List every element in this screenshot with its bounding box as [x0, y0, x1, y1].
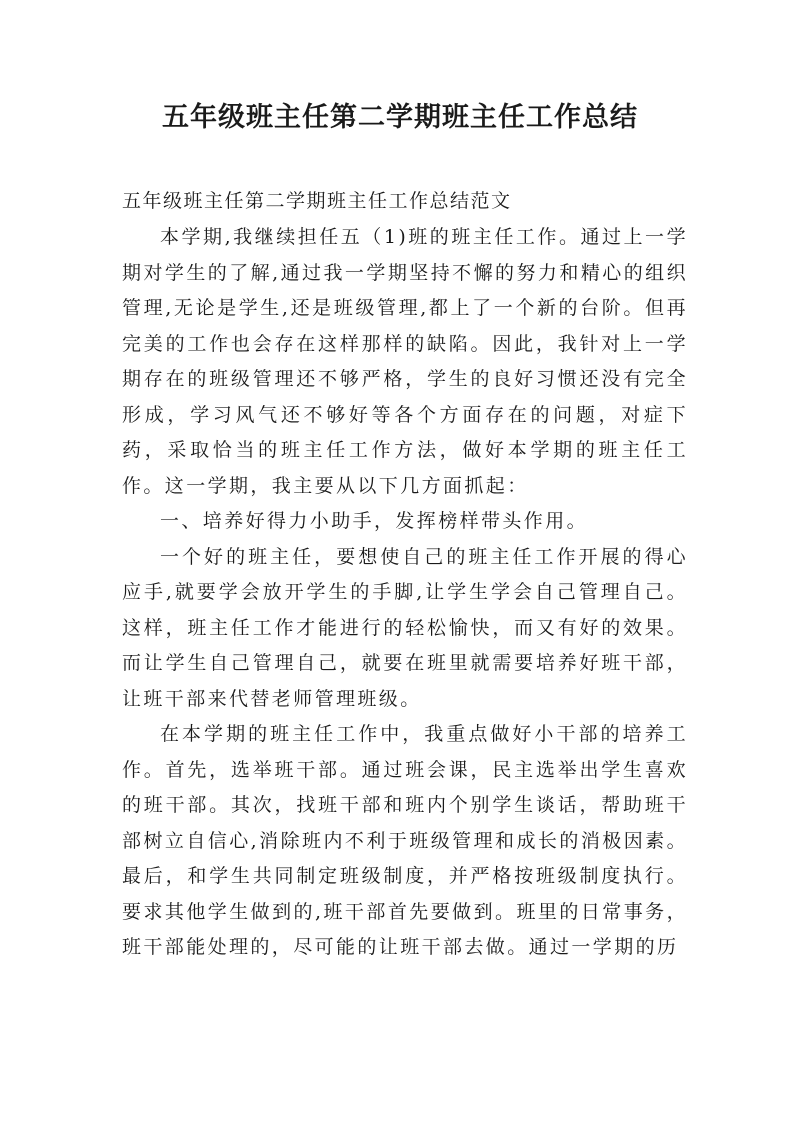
- document-title: 五年级班主任第二学期班主任工作总结: [162, 102, 638, 133]
- section-heading-1: 一、培养好得力小助手，发挥榜样带头作用。: [160, 510, 589, 532]
- paragraph-intro: 本学期,我继续担任五（1)班的班主任工作。通过上一学期对学生的了解,通过我一学期坚持不懈的努力和精心的组织管理,无论是学生,还是班级管理,都上了一个新的台阶。但再完美的工作也会存在这样那样的缺陷。因此，我针对上一学期存在的班级管理还不够严格，学生的良好习惯还没有完全形成，学习风气还不够好等各个方面存在的问题，对症下药，采取恰当的班主任工作方法，做好本学期的班主任工作。这一学期，我主要从以下几方面抓起：: [122, 226, 688, 497]
- paragraph-cadre-training: 在本学期的班主任工作中，我重点做好小干部的培养工作。首先，选举班干部。通过班会课，民主选举出学生喜欢的班干部。其次，找班干部和班内个别学生谈话，帮助班干部树立自信心,消除班内不利于班级管理和成长的消极因素。最后，和学生共同制定班级制度，并严格按班级制度执行。要求其他学生做到的,班干部首先要做到。班里的日常事务，班干部能处理的，尽可能的让班干部去做。通过一学期的历: [122, 723, 688, 958]
- document-body: [122, 186, 688, 966]
- paragraph-class-leader: 一个好的班主任，要想使自己的班主任工作开展的得心应手,就要学会放开学生的手脚,让学生学会自己管理自己。这样，班主任工作才能进行的轻松愉快，而又有好的效果。而让学生自己管理自己，就要在班里就需要培养好班干部，让班干部来代替老师管理班级。: [122, 545, 688, 710]
- document-subtitle: 五年级班主任第二学期班主任工作总结范文: [122, 190, 512, 212]
